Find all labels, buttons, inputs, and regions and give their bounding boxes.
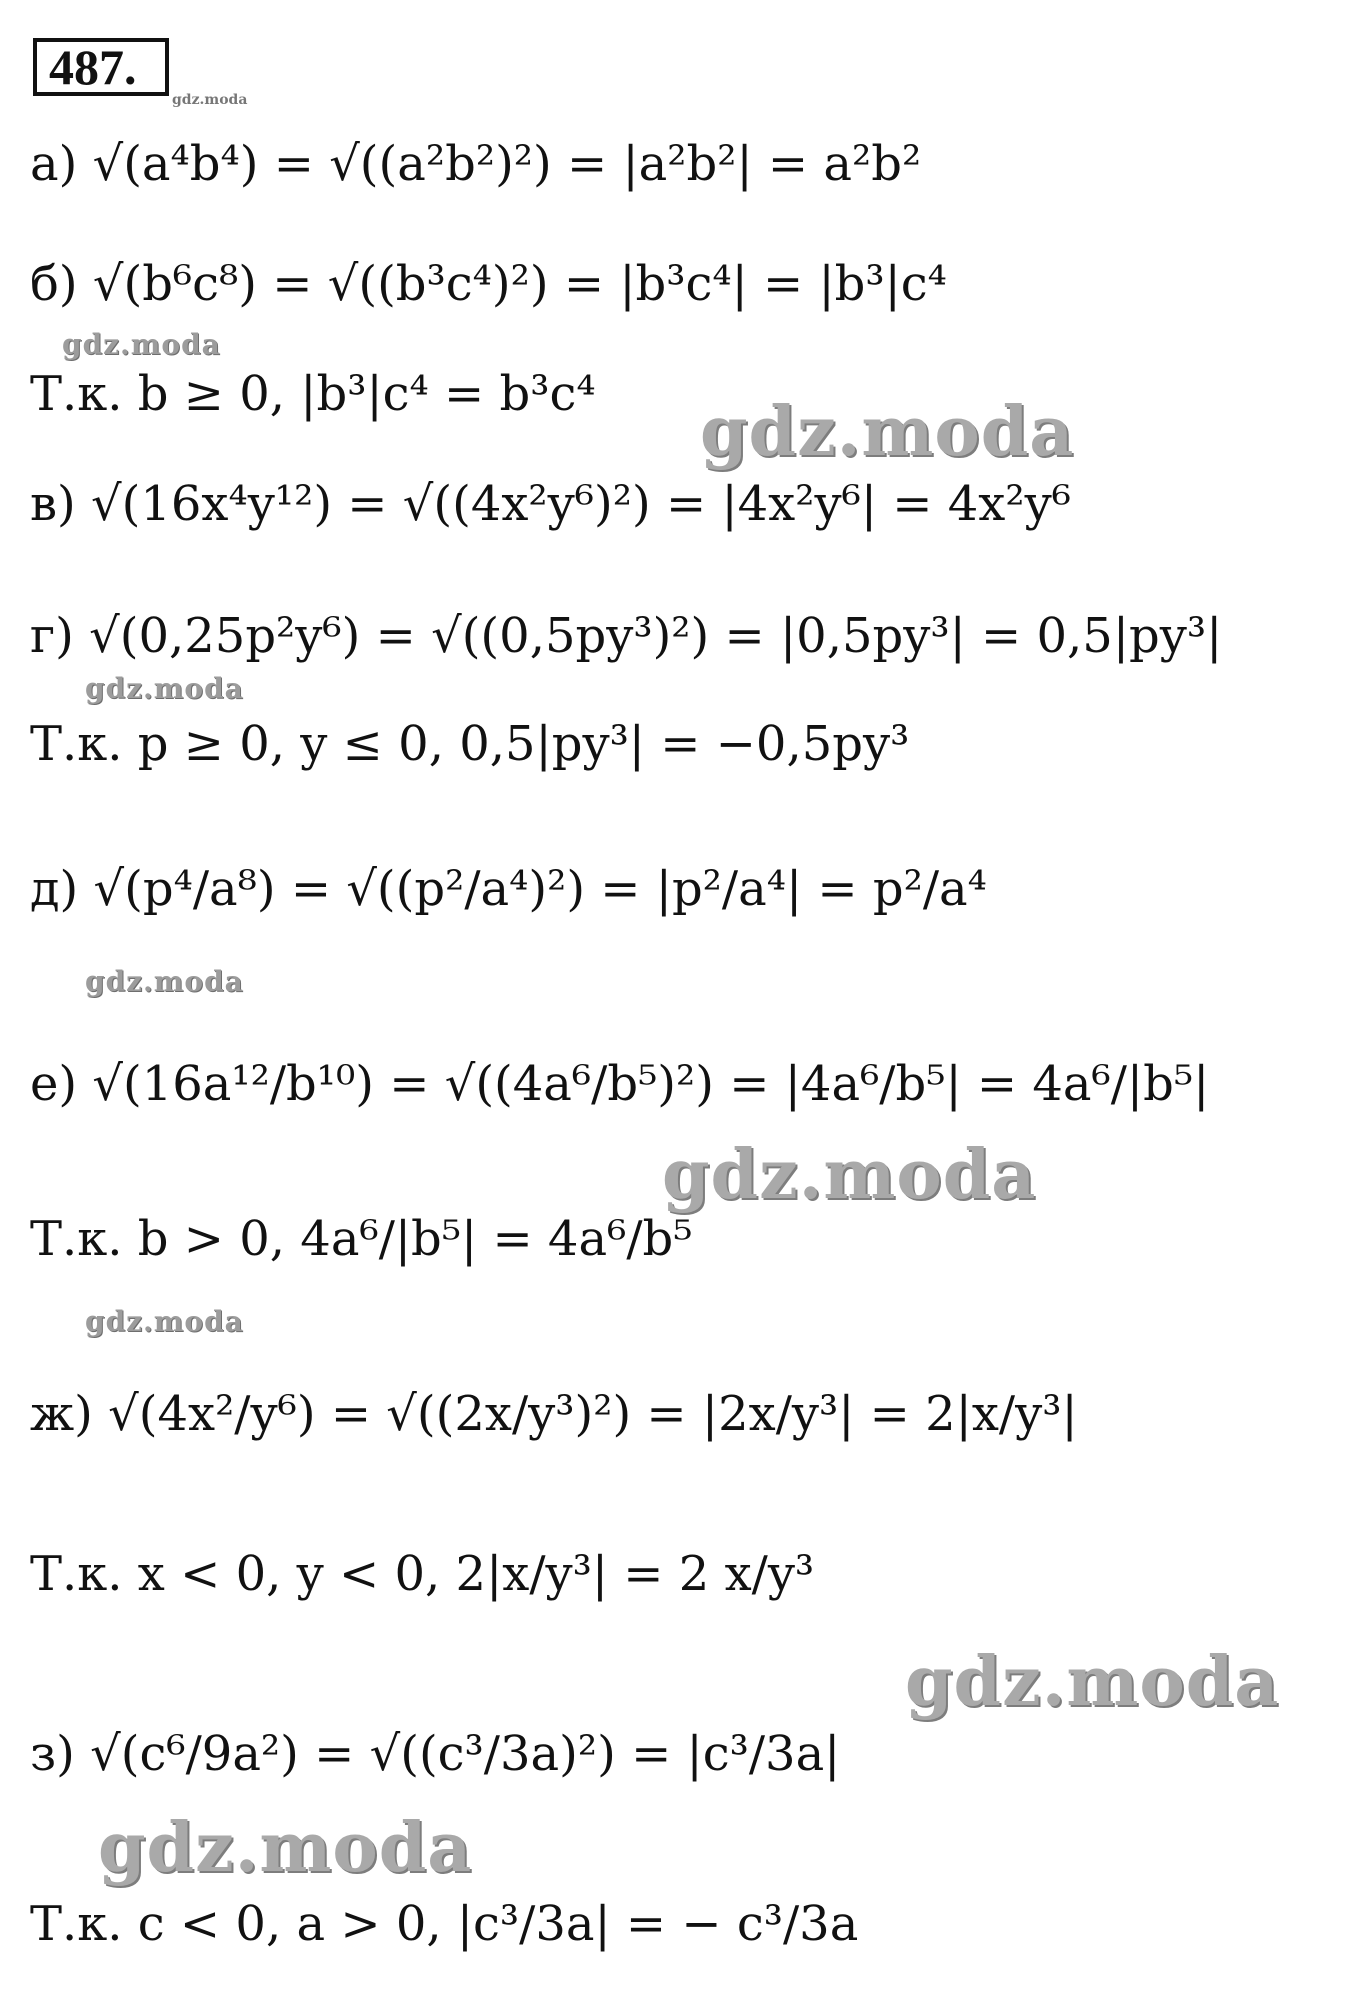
watermark-large: gdz.moda [700, 392, 1075, 472]
watermark-large: gdz.moda [98, 1808, 473, 1888]
solution-line-g: г) √(0,25p²y⁶) = √((0,5py³)²) = |0,5py³| = 0,5|py³| [30, 608, 1223, 664]
watermark-small: gdz.moda [85, 965, 244, 998]
solution-line-b: б) √(b⁶c⁸) = √((b³c⁴)²) = |b³c⁴| = |b³|c⁴ [30, 256, 947, 312]
watermark-small: gdz.moda [62, 328, 221, 361]
watermark-small: gdz.moda [85, 672, 244, 705]
note-line-z: Т.к. c < 0, a > 0, |c³/3a| = − c³/3a [30, 1896, 859, 1952]
note-line-b: Т.к. b ≥ 0, |b³|c⁴ = b³c⁴ [30, 366, 596, 422]
note-line-zh: Т.к. x < 0, y < 0, 2|x/y³| = 2 x/y³ [30, 1546, 815, 1602]
watermark-small: gdz.moda [85, 1305, 244, 1338]
note-line-e: Т.к. b > 0, 4a⁶/|b⁵| = 4a⁶/b⁵ [30, 1211, 693, 1267]
solution-line-d: д) √(p⁴/a⁸) = √((p²/a⁴)²) = |p²/a⁴| = p²/a⁴ [30, 861, 987, 917]
solution-line-zh: ж) √(4x²/y⁶) = √((2x/y³)²) = |2x/y³| = 2|x/y³| [30, 1386, 1078, 1442]
solution-line-e: е) √(16a¹²/b¹⁰) = √((4a⁶/b⁵)²) = |4a⁶/b⁵| = 4a⁶/|b⁵| [30, 1056, 1210, 1112]
solution-line-z: з) √(c⁶/9a²) = √((c³/3a)²) = |c³/3a| [30, 1726, 841, 1782]
note-line-g: Т.к. p ≥ 0, y ≤ 0, 0,5|py³| = −0,5py³ [30, 716, 910, 772]
solution-line-a: а) √(a⁴b⁴) = √((a²b²)²) = |a²b²| = a²b² [30, 136, 922, 192]
watermark-large: gdz.moda [662, 1135, 1037, 1215]
problem-number: 487. [49, 39, 137, 95]
solution-line-v: в) √(16x⁴y¹²) = √((4x²y⁶)²) = |4x²y⁶| = 4x²y⁶ [30, 476, 1071, 532]
watermark-tiny: gdz.moda [172, 92, 248, 108]
problem-number-box [33, 38, 169, 96]
watermark-large: gdz.moda [905, 1642, 1280, 1722]
